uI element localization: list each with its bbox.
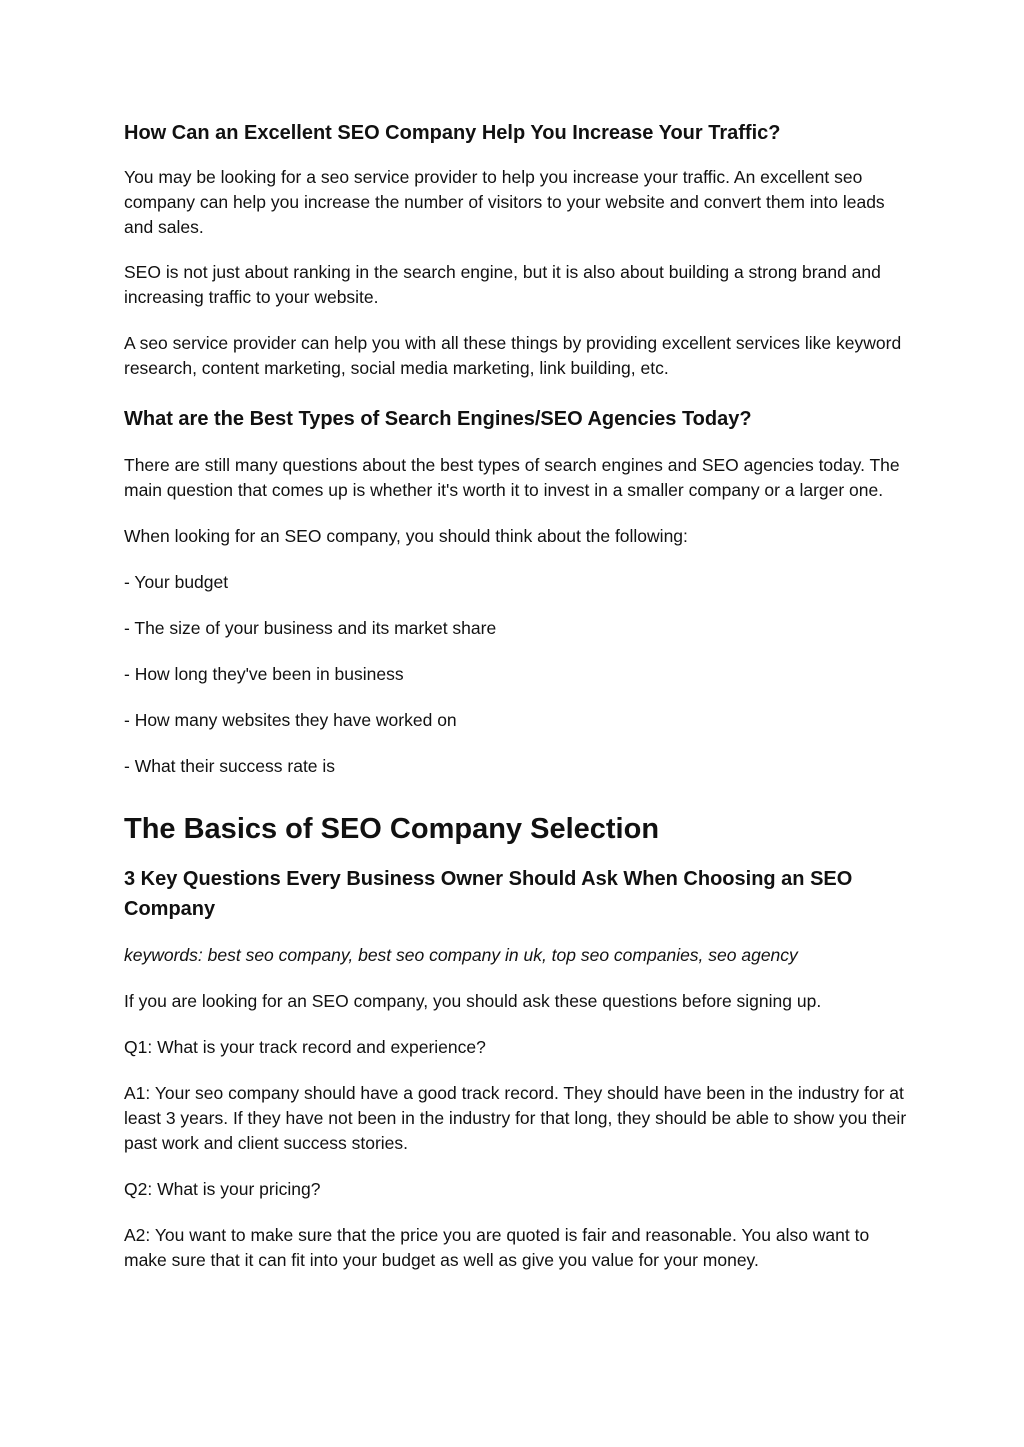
paragraph-seo-branding: SEO is not just about ranking in the search engine, but it is also about building a strong brand and increasing traffic to your website. [124, 262, 881, 307]
answer-1: A1: Your seo company should have a good track record. They should have been in the industry for at least 3 years. If they have not been in the industry for that long, they should be able to show you their past work and client success stories. [124, 1083, 907, 1153]
paragraph-services: A seo service provider can help you with all these things by providing excellent services like keyword research, content marketing, social media marketing, link building, etc. [124, 333, 902, 378]
document-page [124, 118, 908, 1273]
paragraph-ask-questions: If you are looking for an SEO company, you should ask these questions before signing up. [124, 991, 822, 1011]
section-heading-traffic: How Can an Excellent SEO Company Help You Increase Your Traffic? [124, 122, 781, 144]
section-heading-types: What are the Best Types of Search Engines/SEO Agencies Today? [124, 408, 752, 430]
question-2: Q2: What is your pricing? [124, 1179, 321, 1199]
list-item-websites: - How many websites they have worked on [124, 710, 457, 730]
list-item-history: - How long they've been in business [124, 664, 404, 684]
paragraph-think-about: When looking for an SEO company, you should think about the following: [124, 526, 688, 546]
keywords-line: keywords: best seo company, best seo company in uk, top seo companies, seo agency [124, 945, 798, 965]
paragraph-questions: There are still many questions about the best types of search engines and SEO agencies today. The main question that comes up is whether it's worth it to invest in a smaller company or a larger one. [124, 455, 900, 500]
section-heading-key-questions: 3 Key Questions Every Business Owner Should Ask When Choosing an SEO Company [124, 868, 853, 920]
list-item-success-rate: - What their success rate is [124, 756, 336, 776]
page-title: The Basics of SEO Company Selection [124, 813, 660, 845]
question-1: Q1: What is your track record and experience? [124, 1037, 486, 1057]
paragraph-intro: You may be looking for a seo service provider to help you increase your traffic. An excellent seo company can help you increase the number of visitors to your website and convert them into leads and sales. [124, 167, 885, 237]
list-item-budget: - Your budget [124, 572, 229, 592]
list-item-size: - The size of your business and its market share [124, 618, 497, 638]
answer-2: A2: You want to make sure that the price you are quoted is fair and reasonable. You also want to make sure that it can fit into your budget as well as give you value for your money. [124, 1225, 870, 1270]
